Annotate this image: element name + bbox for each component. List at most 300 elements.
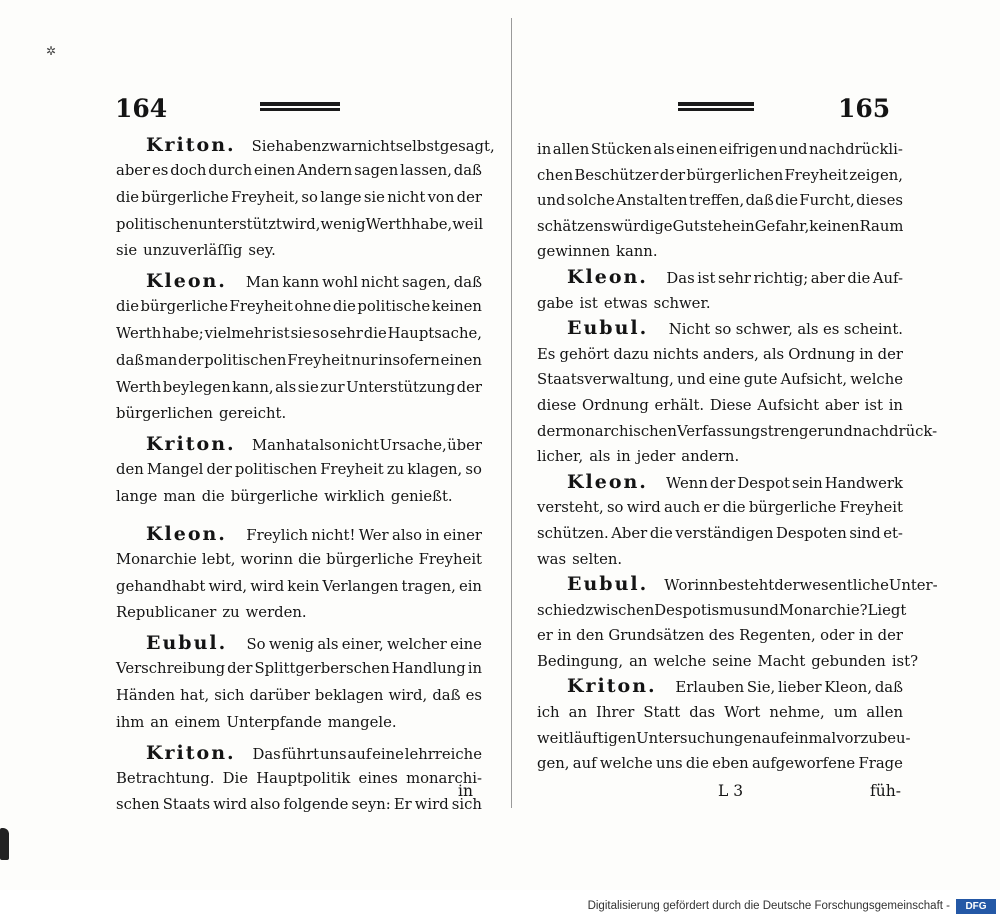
word: Worinn <box>664 577 719 595</box>
word: Wort <box>724 704 761 722</box>
word: eine <box>708 371 741 389</box>
word: wird <box>414 796 449 814</box>
word: eifrigen <box>718 141 778 158</box>
word: weitläuftigen <box>537 729 637 747</box>
word: Staats <box>162 796 211 814</box>
word: die <box>775 192 799 210</box>
speech-line <box>116 627 482 656</box>
text-line <box>116 656 482 683</box>
speech-line <box>116 428 482 457</box>
word: insofern <box>378 351 440 369</box>
word: nichts <box>653 345 699 363</box>
word: ist <box>271 324 290 342</box>
word: der <box>659 166 686 184</box>
word: Freyheit <box>287 351 351 369</box>
footer-credit: Digitalisierung gefördert durch die Deutsche Forschungsgemeinschaft - <box>587 900 950 912</box>
word: bürgerliche <box>141 188 229 206</box>
page-number-right: 165 <box>838 94 891 123</box>
word: gereicht. <box>218 405 287 423</box>
text-line <box>537 188 903 214</box>
word: die <box>332 298 356 316</box>
text-line <box>537 700 903 726</box>
word: die <box>685 755 709 773</box>
speech-line <box>116 518 482 547</box>
word: nur <box>351 351 378 369</box>
word: Verlangen <box>322 577 399 595</box>
word: seyn: <box>351 796 391 814</box>
word: Wenn <box>666 474 708 492</box>
word: in <box>740 217 755 235</box>
word: schied <box>537 601 586 619</box>
word: daß <box>453 274 482 292</box>
word: Freylich <box>246 526 309 544</box>
word: Ordnung <box>788 345 856 363</box>
text-line <box>116 158 482 185</box>
word: aber <box>810 269 845 287</box>
word: bürgerliche <box>230 487 319 505</box>
speaker-name: Kleon. <box>146 522 227 545</box>
word: nehme, <box>769 704 825 722</box>
word: des <box>708 627 735 645</box>
speech-line <box>116 129 495 158</box>
word: beylegen <box>162 378 231 396</box>
word: die <box>363 324 387 342</box>
word: wohl <box>322 274 358 292</box>
word: und <box>778 141 808 158</box>
text-line <box>116 710 482 737</box>
word: als <box>275 378 297 396</box>
text-line <box>116 457 482 484</box>
word: kann. <box>615 243 658 261</box>
word: Kleon, <box>824 679 873 697</box>
text-line <box>116 574 482 601</box>
word: nicht <box>357 138 396 155</box>
word: andern. <box>681 448 740 466</box>
word: bürgerliche <box>326 550 414 568</box>
word: schwer. <box>653 294 711 312</box>
speech-line <box>537 572 938 598</box>
word: nicht <box>341 437 380 455</box>
word: Das <box>666 269 695 287</box>
word: Das <box>252 745 281 763</box>
text-line <box>116 238 482 265</box>
word: einmal <box>785 729 837 747</box>
word: sey. <box>248 242 276 260</box>
text-line <box>537 623 903 649</box>
word: Despoten <box>775 524 847 542</box>
word: als <box>797 321 819 339</box>
word: schwer, <box>735 321 793 339</box>
word: gute <box>743 371 778 389</box>
word: Freyheit <box>229 298 293 316</box>
text-line <box>116 348 482 375</box>
word: schützen. <box>537 524 609 542</box>
word: tragen, <box>401 577 456 595</box>
word: so <box>301 188 318 206</box>
word: Diese <box>709 396 752 414</box>
word: Ihrer <box>596 704 635 722</box>
word: ist? <box>891 652 919 670</box>
word: lebt, <box>201 550 236 568</box>
word: doch <box>170 162 207 179</box>
word: wirklich <box>324 487 385 505</box>
word: auf <box>572 755 597 773</box>
word: gesagt, <box>439 138 495 155</box>
word: schätzenswürdige <box>537 217 673 235</box>
speech-line <box>116 737 482 766</box>
speaker-name: Kleon. <box>567 265 648 288</box>
word: die <box>847 269 871 287</box>
word: einen <box>676 141 718 158</box>
text-line <box>537 751 903 777</box>
word: beklagen <box>314 686 384 704</box>
word: einen <box>254 162 296 179</box>
word: nachdrückli- <box>808 141 903 158</box>
text-line <box>116 683 482 710</box>
word: selbst <box>395 138 440 155</box>
word: als <box>653 141 675 158</box>
word: aber <box>116 162 151 179</box>
word: ist <box>864 396 883 414</box>
word: Unterpfande <box>226 713 322 731</box>
word: selten. <box>572 550 623 568</box>
word: Es <box>537 345 556 363</box>
word: Statt <box>643 704 681 722</box>
text-line <box>116 321 482 348</box>
word: durch <box>208 162 253 179</box>
word: allen <box>552 141 590 158</box>
word: Händen <box>116 686 176 704</box>
word: kann <box>282 274 320 292</box>
word: um <box>833 704 858 722</box>
word: in <box>888 396 903 414</box>
word: habe; <box>162 324 204 342</box>
word: gehört <box>559 345 610 363</box>
word: an <box>629 652 648 670</box>
word: lange <box>320 188 362 206</box>
word: auch <box>663 499 701 517</box>
word: stehe <box>699 217 741 235</box>
text-line <box>116 766 482 793</box>
word: nicht <box>360 274 399 292</box>
word: Sie <box>251 138 276 155</box>
word: in <box>425 526 440 544</box>
word: bürgerliche <box>748 499 837 517</box>
word: ohne <box>294 298 332 316</box>
word: wird, <box>388 686 428 704</box>
word: verständigen <box>675 524 774 542</box>
word: lieber <box>778 679 822 697</box>
word: treffen, <box>688 192 745 210</box>
text-line <box>537 419 938 445</box>
word: zeigen, <box>849 166 903 184</box>
word: zwar <box>321 138 358 155</box>
word: und <box>677 371 706 389</box>
page-speck: ✲ <box>46 44 57 58</box>
word: Handlung <box>391 660 466 678</box>
word: richtig; <box>753 269 809 287</box>
speaker-name: Eubul. <box>567 317 649 340</box>
text-line <box>116 547 482 574</box>
word: daß <box>116 351 145 369</box>
word: keinen <box>431 298 482 316</box>
word: nicht! <box>311 526 356 544</box>
page-number-left: 164 <box>115 94 168 123</box>
word: an <box>150 713 169 731</box>
text-line <box>537 521 903 547</box>
word: gabe <box>537 294 574 312</box>
word: über <box>447 437 482 455</box>
word: wesentliche <box>799 577 889 595</box>
word: et- <box>883 524 903 542</box>
text-line <box>116 375 482 402</box>
word: politischen <box>234 461 318 479</box>
word: Wer <box>358 526 389 544</box>
word: so <box>606 499 624 517</box>
word: vorzubeu- <box>836 729 911 747</box>
word: aber <box>824 396 859 414</box>
word: eine <box>372 745 404 763</box>
word: Furcht, <box>799 192 855 210</box>
word: mangele. <box>327 713 397 731</box>
word: sie <box>363 188 385 206</box>
word: licher, <box>537 448 584 466</box>
text-line <box>537 726 911 752</box>
word: Die <box>222 769 249 787</box>
word: von <box>427 188 455 206</box>
word: der <box>178 351 204 369</box>
word: Aufsicht <box>757 396 820 414</box>
word: wenig <box>320 215 366 233</box>
word: monarchi- <box>406 769 482 787</box>
text-line <box>537 495 903 521</box>
word: an <box>568 704 587 722</box>
speech-line <box>116 265 482 294</box>
word: der <box>709 474 736 492</box>
word: So <box>246 636 266 654</box>
word: Werth <box>365 215 411 233</box>
word: eine <box>450 636 482 654</box>
word: die <box>116 188 139 206</box>
word: und <box>824 422 853 440</box>
word: Despotismus <box>654 601 751 619</box>
word: lehrreiche <box>404 745 482 763</box>
word: der <box>456 378 482 396</box>
speaker-name: Kriton. <box>146 433 236 456</box>
page-edge-mark <box>0 828 9 860</box>
word: Mangel <box>146 461 204 479</box>
word: der <box>456 188 482 206</box>
left-page-text <box>116 129 495 819</box>
word: Man <box>252 437 286 455</box>
word: den <box>576 627 604 645</box>
word: sagen <box>354 162 399 179</box>
word: haben <box>275 138 322 155</box>
word: sie <box>116 242 138 260</box>
word: sie <box>297 378 319 396</box>
word: die <box>116 298 139 316</box>
word: diese <box>537 396 577 414</box>
word: Gefahr, <box>754 217 810 235</box>
text-line <box>537 367 903 393</box>
word: die <box>722 499 746 517</box>
word: Ursache, <box>379 437 447 455</box>
word: bürgerlichen <box>116 405 213 423</box>
word: Freyheit <box>418 550 482 568</box>
word: sich <box>214 686 245 704</box>
word: in <box>616 448 631 466</box>
word: dieses <box>856 192 903 210</box>
speaker-name: Kleon. <box>146 270 227 293</box>
word: so <box>465 461 482 479</box>
word: eines <box>358 769 398 787</box>
text-line <box>537 239 903 265</box>
word: es <box>151 162 169 179</box>
word: hat <box>285 437 311 455</box>
header-ornament-left <box>260 102 340 112</box>
word: sind <box>849 524 881 542</box>
word: folgende <box>283 796 349 814</box>
word: lassen, <box>400 162 452 179</box>
word: strenger <box>760 422 825 440</box>
word: Erlauben <box>675 679 745 697</box>
word: ich <box>537 704 560 722</box>
word: wenig <box>268 636 315 654</box>
word: Splittgerberschen <box>254 660 390 678</box>
word: gebunden <box>811 652 886 670</box>
text-line <box>116 212 482 239</box>
word: den <box>116 461 144 479</box>
book-gutter <box>511 18 512 808</box>
word: eben <box>712 755 749 773</box>
word: allen <box>866 704 903 722</box>
word: zu <box>222 604 240 622</box>
word: welche <box>599 755 653 773</box>
word: also <box>392 526 423 544</box>
word: einem <box>174 713 221 731</box>
word: ist <box>697 269 716 287</box>
word: Frage <box>858 755 903 773</box>
word: einen <box>440 351 482 369</box>
word: Betrachtung. <box>116 769 215 787</box>
word: daß <box>432 686 461 704</box>
text-line <box>537 163 903 189</box>
word: kein <box>287 577 320 595</box>
word: Freyheit <box>784 166 848 184</box>
word: was <box>537 550 567 568</box>
catchword-left: in <box>458 782 473 800</box>
dfg-logo: DFG <box>956 899 996 914</box>
word: ihm <box>116 713 145 731</box>
word: dazu <box>613 345 649 363</box>
text-line <box>116 792 482 819</box>
word: daß <box>874 679 903 697</box>
signature-mark: L 3 <box>718 782 744 800</box>
text-line <box>537 547 903 573</box>
word: die <box>298 550 322 568</box>
word: Werth <box>116 324 162 342</box>
word: Unter- <box>888 577 938 595</box>
word: man <box>144 351 178 369</box>
word: Nicht <box>668 321 711 339</box>
text-line <box>537 649 919 675</box>
word: Unterstützung <box>346 378 456 396</box>
word: etwas <box>603 294 648 312</box>
word: es <box>823 321 840 339</box>
word: besteht <box>718 577 775 595</box>
speech-line <box>537 265 903 291</box>
word: keinen <box>809 217 860 235</box>
word: Er <box>393 796 412 814</box>
word: wird, <box>208 577 248 595</box>
word: man <box>163 487 196 505</box>
word: der <box>877 627 903 645</box>
word: politischen <box>116 215 199 233</box>
word: als <box>589 448 611 466</box>
word: Beschützer <box>574 166 659 184</box>
word: Liegt <box>867 601 907 619</box>
word: welcher <box>387 636 447 654</box>
text-line <box>116 401 482 428</box>
word: und <box>537 192 566 210</box>
word: zur <box>320 378 345 396</box>
word: politische <box>357 298 431 316</box>
word: also <box>310 437 341 455</box>
word: Untersuchungen <box>636 729 762 747</box>
word: sein <box>792 474 823 492</box>
word: uns <box>319 745 347 763</box>
word: genießt. <box>390 487 453 505</box>
speech-line <box>537 316 903 342</box>
word: Despot <box>737 474 790 492</box>
text-line <box>537 598 907 624</box>
word: einer, <box>341 636 384 654</box>
word: scheint. <box>843 321 903 339</box>
word: Anstalten <box>616 192 688 210</box>
word: Monarchie <box>116 550 197 568</box>
word: Man <box>245 274 280 292</box>
catchword-right: füh- <box>870 782 901 800</box>
word: daß <box>453 162 482 179</box>
word: Grundsätzen <box>608 627 705 645</box>
word: Handwerk <box>824 474 903 492</box>
word: hat, <box>180 686 210 704</box>
word: Macht <box>757 652 806 670</box>
word: welche <box>653 652 707 670</box>
paragraph-gap <box>116 511 482 518</box>
word: welche <box>850 371 903 389</box>
word: in <box>557 627 572 645</box>
speaker-name: Eubul. <box>146 632 228 655</box>
text-line <box>537 291 903 317</box>
speaker-name: Kriton. <box>146 134 236 156</box>
right-page-text <box>537 137 938 777</box>
header-ornament-right <box>678 102 754 112</box>
word: vielmehr <box>204 324 271 342</box>
text-line <box>537 393 903 419</box>
word: als <box>317 636 339 654</box>
word: lange <box>116 487 158 505</box>
word: politischen <box>204 351 287 369</box>
word: sagen, <box>401 274 451 292</box>
word: Freyheit <box>839 499 903 517</box>
word: sehr <box>329 324 363 342</box>
word: solche <box>566 192 615 210</box>
word: Staatsverwaltung, <box>537 371 674 389</box>
word: wird, <box>281 215 321 233</box>
word: einer <box>443 526 482 544</box>
word: gewinnen <box>537 243 610 261</box>
